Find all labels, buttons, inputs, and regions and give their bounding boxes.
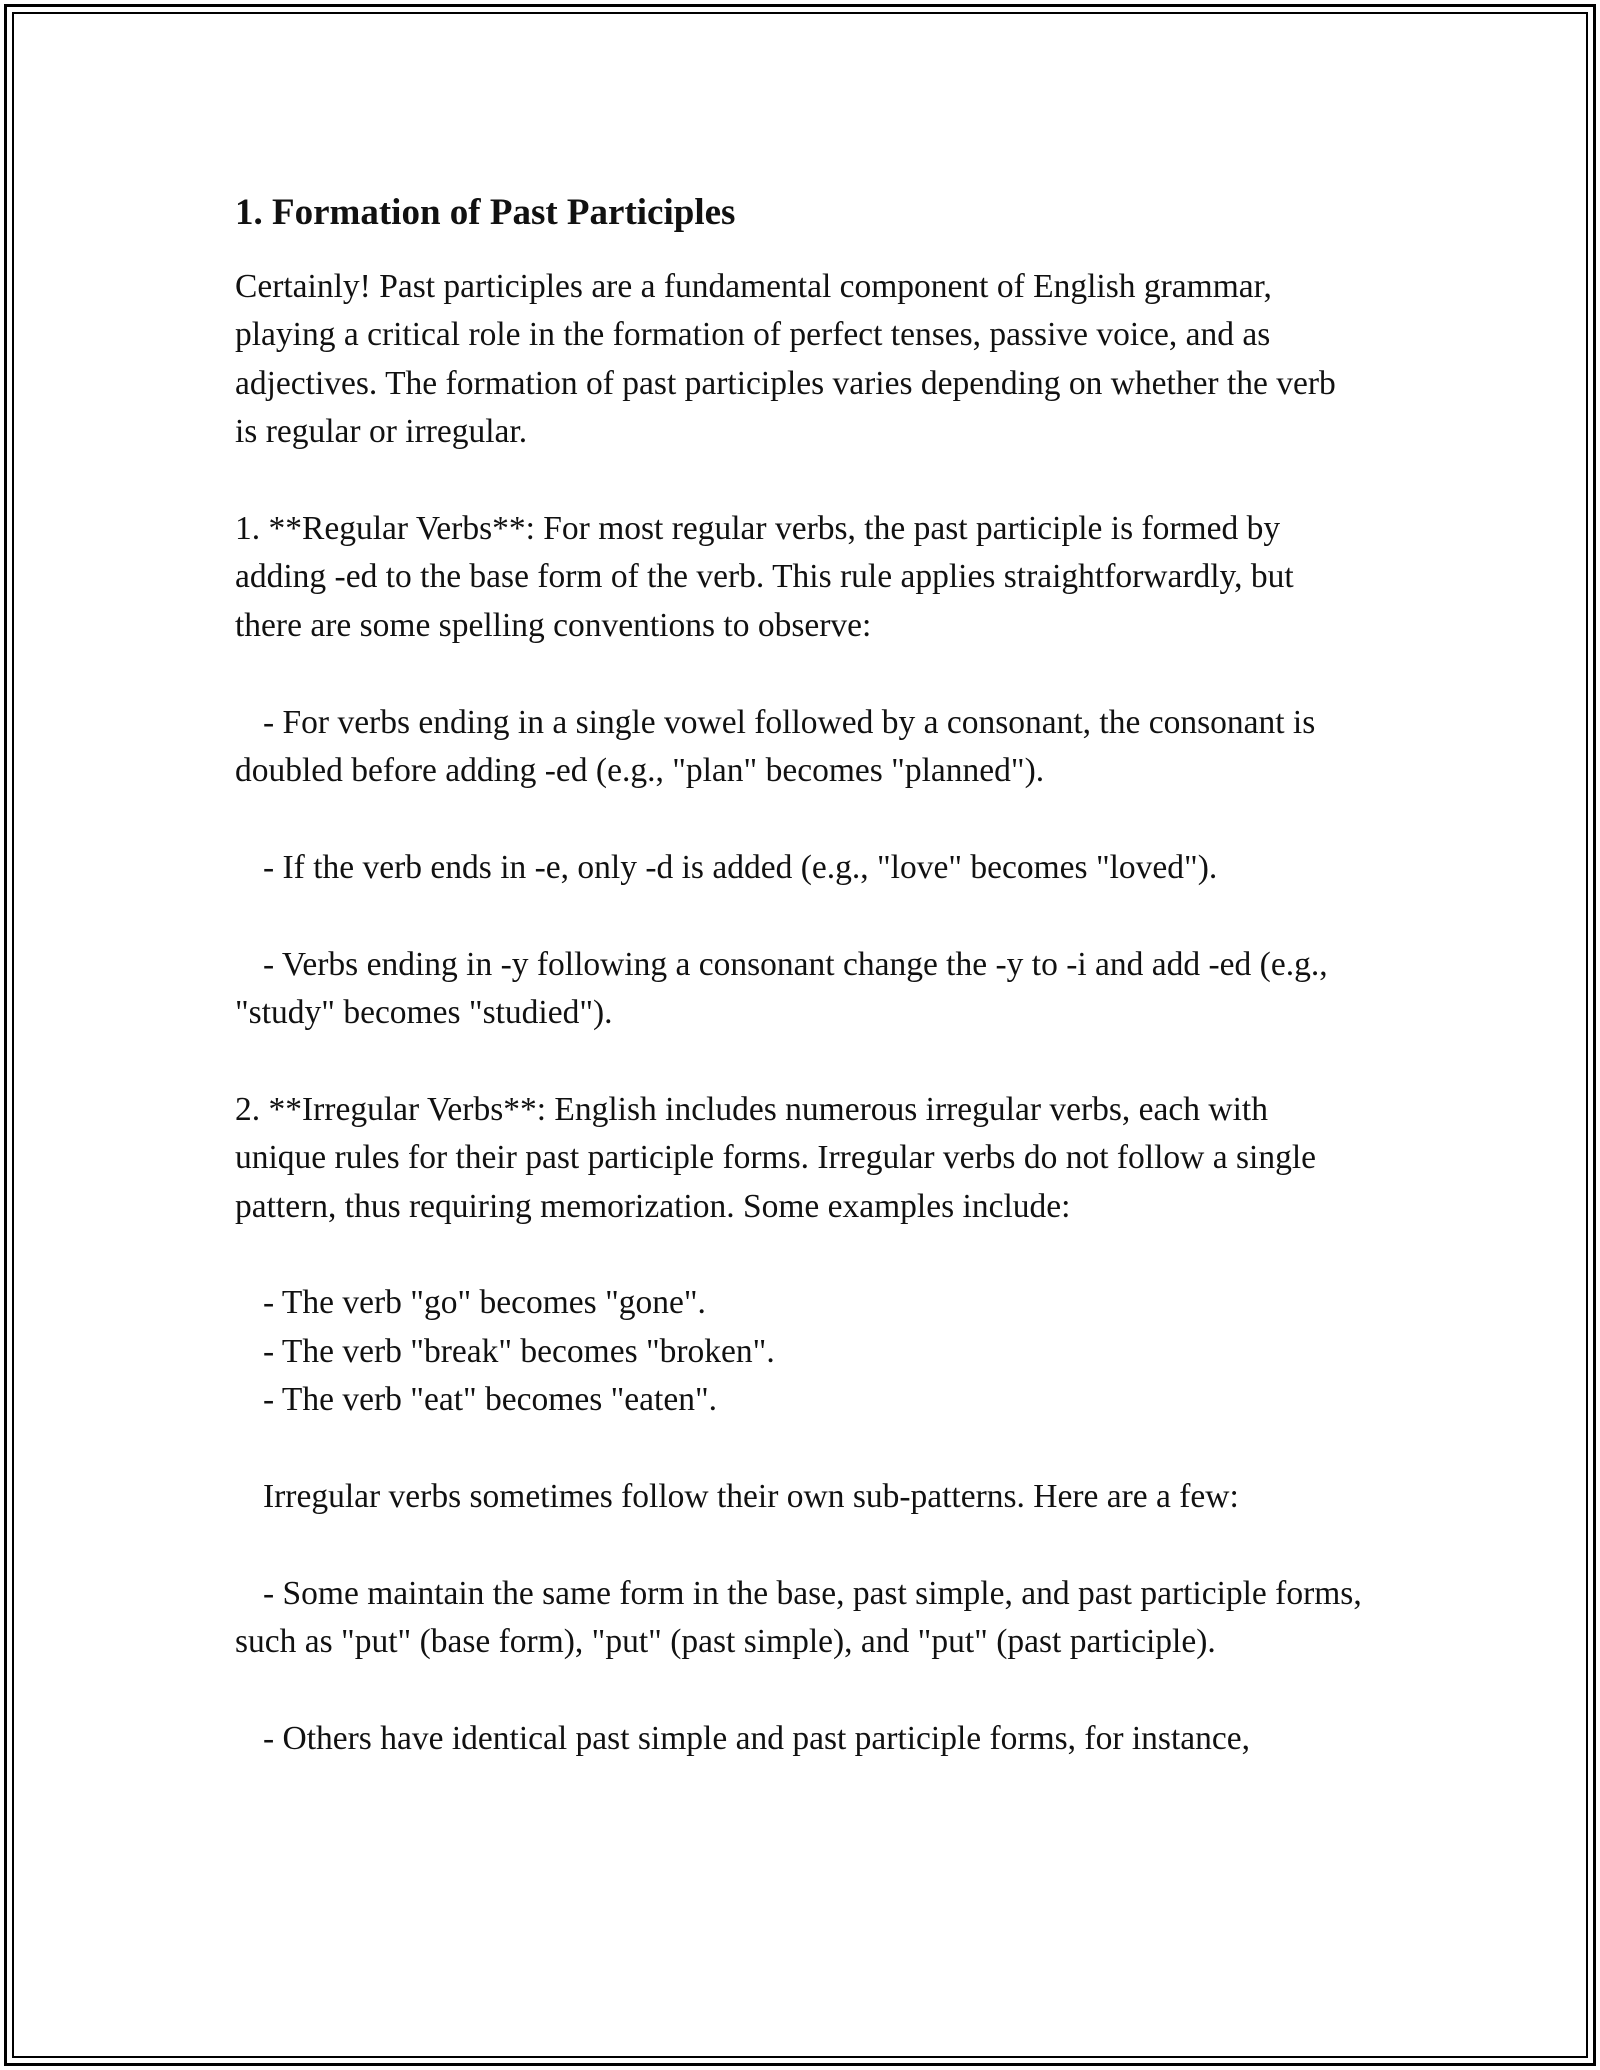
- irregular-verbs-paragraph: 2. **Irregular Verbs**: English includes numerous irregular verbs, each with unique rules for their past participle forms. Irregular verbs do not follow a single pattern, thus requiring memorization. Some examples include:: [235, 1090, 1325, 1225]
- section-heading: 1. Formation of Past Participles: [235, 192, 736, 233]
- list-item: - If the verb ends in -e, only -d is added (e.g., "love" becomes "loved").: [263, 848, 1218, 886]
- intro-paragraph: Certainly! Past participles are a fundamental component of English grammar, playing a critical role in the formation of perfect tenses, passive voice, and as adjectives. The formation of past participles varies depending on whether the verb is regular or irregular.: [235, 268, 1345, 451]
- example-item: - The verb "go" becomes "gone".: [263, 1284, 706, 1322]
- list-item: - Verbs ending in -y following a consonant change the -y to -i and add -ed (e.g., "study" becomes "studied").: [235, 945, 1336, 1032]
- document-body: [235, 185, 1371, 1763]
- sub-patterns-paragraph: Irregular verbs sometimes follow their own sub-patterns. Here are a few:: [263, 1478, 1239, 1516]
- list-item: - Some maintain the same form in the base, past simple, and past participle forms, such as "put" (base form), "put" (past simple), and "put" (past participle).: [235, 1574, 1371, 1661]
- example-item: - The verb "break" becomes "broken".: [263, 1332, 775, 1370]
- regular-verbs-paragraph: 1. **Regular Verbs**: For most regular verbs, the past participle is formed by adding -ed to the base form of the verb. This rule applies straightforwardly, but there are some spelling conventions to observe:: [235, 510, 1303, 644]
- example-item: - The verb "eat" becomes "eaten".: [263, 1381, 718, 1419]
- list-item: - For verbs ending in a single vowel followed by a consonant, the consonant is doubled before adding -ed (e.g., "plan" becomes "planned").: [235, 703, 1324, 790]
- list-item: - Others have identical past simple and past participle forms, for instance,: [263, 1720, 1251, 1758]
